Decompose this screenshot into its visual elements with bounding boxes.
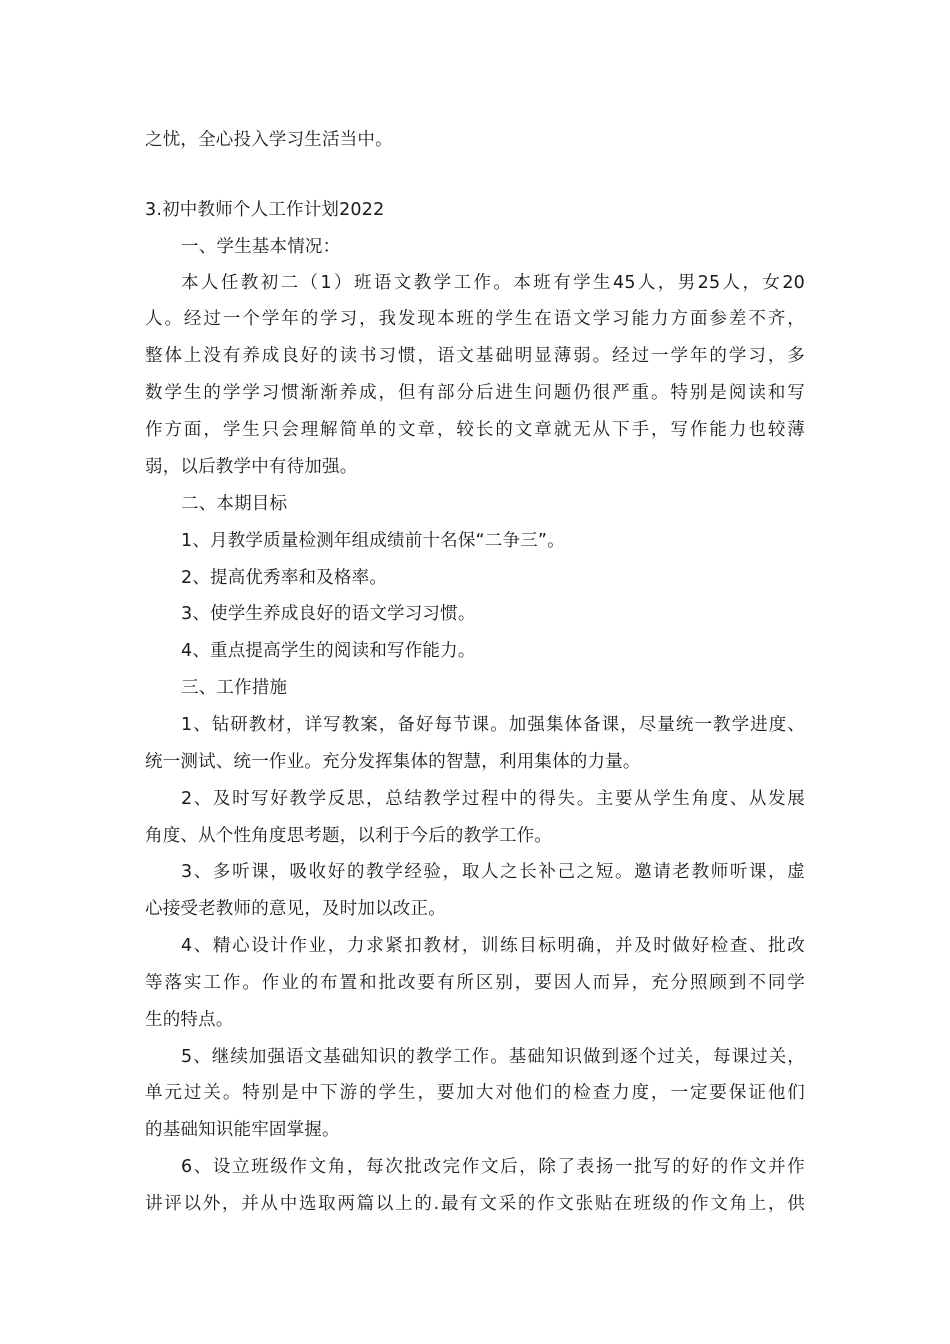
subheading: 一、学生基本情况： [181, 237, 341, 257]
subheading: 二、本期目标 [181, 494, 288, 514]
text-line: 之忧，全心投入学习生活当中。 [145, 130, 393, 150]
text-line: 作方面，学生只会理解简单的文章，较长的文章就无从下手，写作能力也较薄 [145, 420, 805, 440]
text-line: 2、及时写好教学反思，总结教学过程中的得失。主要从学生角度、从发展 [181, 789, 805, 809]
text-line: 心接受老教师的意见，及时加以改正。 [145, 899, 446, 919]
text-line: 本人任教初二（1）班语文教学工作。本班有学生45人，男25人，女20 [181, 273, 805, 293]
text-line: 整体上没有养成良好的读书习惯，语文基础明显薄弱。经过一学年的学习，多 [145, 346, 805, 366]
text-line: 数学生的学学习惯渐渐养成，但有部分后进生问题仍很严重。特别是阅读和写 [145, 383, 805, 403]
text-line: 人。经过一个学年的学习，我发现本班的学生在语文学习能力方面参差不齐， [145, 309, 805, 329]
text-line: 讲评以外，并从中选取两篇以上的.最有文采的作文张贴在班级的作文角上，供 [145, 1194, 805, 1214]
text-line: 单元过关。特别是中下游的学生，要加大对他们的检查力度，一定要保证他们 [145, 1083, 805, 1103]
text-line: 6、设立班级作文角，每次批改完作文后，除了表扬一批写的好的作文并作 [181, 1157, 805, 1177]
text-line: 4、精心设计作业，力求紧扣教材，训练目标明确，并及时做好检查、批改 [181, 936, 805, 956]
text-line: 统一测试、统一作业。充分发挥集体的智慧，利用集体的力量。 [145, 752, 641, 772]
section-heading: 3.初中教师个人工作计划2022 [145, 200, 385, 220]
list-item: 1、月教学质量检测年组成绩前十名保“二争三”。 [181, 531, 565, 551]
list-item: 4、重点提高学生的阅读和写作能力。 [181, 641, 476, 661]
text-line: 等落实工作。作业的布置和批改要有所区别，要因人而异，充分照顾到不同学 [145, 973, 805, 993]
text-line: 1、钻研教材，详写教案，备好每节课。加强集体备课，尽量统一教学进度、 [181, 715, 805, 735]
subheading: 三、工作措施 [181, 678, 288, 698]
list-item: 3、使学生养成良好的语文学习习惯。 [181, 604, 476, 624]
text-line: 的基础知识能牢固掌握。 [145, 1120, 340, 1140]
text-line: 5、继续加强语文基础知识的教学工作。基础知识做到逐个过关，每课过关， [181, 1047, 805, 1067]
text-line: 3、多听课，吸收好的教学经验，取人之长补己之短。邀请老教师听课，虚 [181, 862, 805, 882]
text-line: 弱，以后教学中有待加强。 [145, 457, 358, 477]
text-line: 生的特点。 [145, 1010, 234, 1030]
text-line: 角度、从个性角度思考题，以利于今后的教学工作。 [145, 826, 553, 846]
list-item: 2、提高优秀率和及格率。 [181, 568, 388, 588]
